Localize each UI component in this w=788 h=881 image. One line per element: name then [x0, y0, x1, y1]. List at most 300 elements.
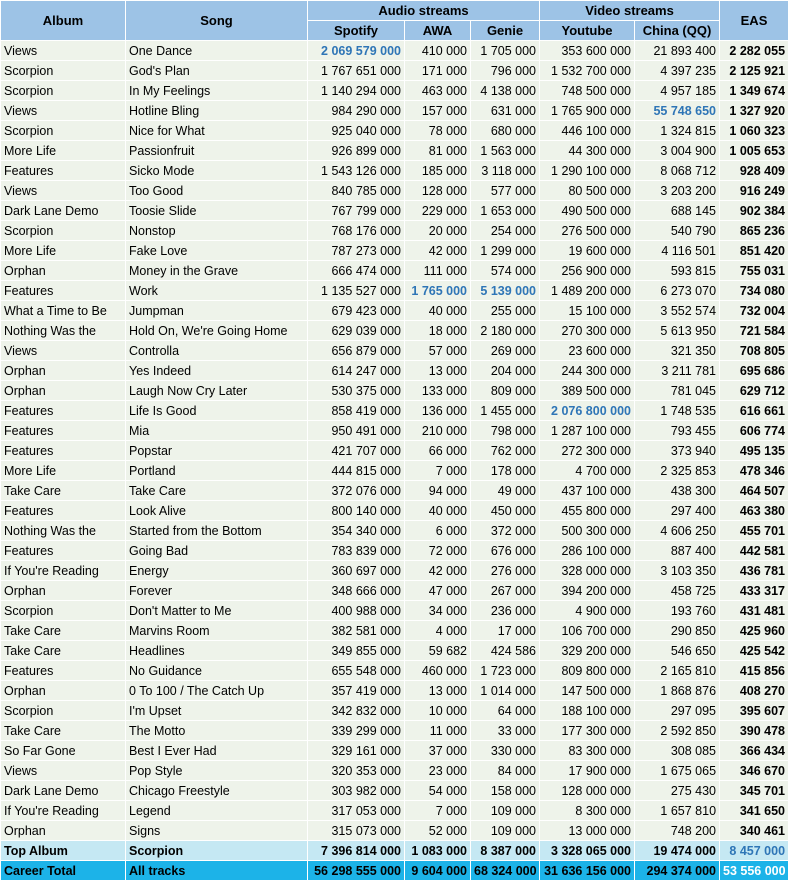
- cell-awa: 94 000: [405, 481, 471, 501]
- table-row: [1, 261, 788, 281]
- cell-genie: 2 180 000: [471, 321, 540, 341]
- cell-song: Energy: [126, 561, 308, 581]
- cell-awa: 57 000: [405, 341, 471, 361]
- top-album-spotify: 7 396 814 000: [308, 841, 405, 861]
- cell-genie: 276 000: [471, 561, 540, 581]
- cell-eas: 436 781: [720, 561, 788, 581]
- cell-awa: 66 000: [405, 441, 471, 461]
- cell-china: 3 103 350: [635, 561, 720, 581]
- cell-song: Hold On, We're Going Home: [126, 321, 308, 341]
- cell-spotify: 840 785 000: [308, 181, 405, 201]
- cell-eas: 916 249: [720, 181, 788, 201]
- cell-genie: 1 653 000: [471, 201, 540, 221]
- cell-song: Fake Love: [126, 241, 308, 261]
- cell-awa: 40 000: [405, 501, 471, 521]
- table-row: [1, 281, 788, 301]
- cell-album: Take Care: [1, 481, 126, 501]
- table-row: [1, 701, 788, 721]
- cell-eas: 431 481: [720, 601, 788, 621]
- cell-song: Yes Indeed: [126, 361, 308, 381]
- cell-china: 688 145: [635, 201, 720, 221]
- cell-youtube: 13 000 000: [540, 821, 635, 841]
- header-awa: AWA: [405, 21, 471, 41]
- cell-china: 540 790: [635, 221, 720, 241]
- table-row: [1, 321, 788, 341]
- cell-youtube: 19 600 000: [540, 241, 635, 261]
- cell-awa: 185 000: [405, 161, 471, 181]
- cell-china: 8 068 712: [635, 161, 720, 181]
- cell-album: Features: [1, 161, 126, 181]
- cell-album: Scorpion: [1, 61, 126, 81]
- cell-china: 3 552 574: [635, 301, 720, 321]
- cell-china: 6 273 070: [635, 281, 720, 301]
- cell-youtube: 1 532 700 000: [540, 61, 635, 81]
- cell-china: 21 893 400: [635, 41, 720, 61]
- cell-spotify: 360 697 000: [308, 561, 405, 581]
- cell-genie: 109 000: [471, 821, 540, 841]
- cell-china: 4 116 501: [635, 241, 720, 261]
- cell-china: 55 748 650: [635, 101, 720, 121]
- cell-genie: 33 000: [471, 721, 540, 741]
- table-header: [1, 1, 788, 41]
- cell-awa: 40 000: [405, 301, 471, 321]
- cell-genie: 3 118 000: [471, 161, 540, 181]
- cell-eas: 346 670: [720, 761, 788, 781]
- table-row: [1, 821, 788, 841]
- cell-eas: 464 507: [720, 481, 788, 501]
- top-album-genie: 8 387 000: [471, 841, 540, 861]
- cell-youtube: 270 300 000: [540, 321, 635, 341]
- cell-youtube: 329 200 000: [540, 641, 635, 661]
- cell-genie: 796 000: [471, 61, 540, 81]
- cell-youtube: 17 900 000: [540, 761, 635, 781]
- table-row: [1, 481, 788, 501]
- cell-awa: 111 000: [405, 261, 471, 281]
- cell-album: Scorpion: [1, 701, 126, 721]
- table-row: [1, 141, 788, 161]
- cell-awa: 20 000: [405, 221, 471, 241]
- cell-china: 275 430: [635, 781, 720, 801]
- cell-album: Views: [1, 341, 126, 361]
- cell-spotify: 984 290 000: [308, 101, 405, 121]
- cell-china: 297 095: [635, 701, 720, 721]
- cell-awa: 157 000: [405, 101, 471, 121]
- cell-album: Scorpion: [1, 121, 126, 141]
- cell-awa: 6 000: [405, 521, 471, 541]
- table-row: [1, 41, 788, 61]
- cell-spotify: 1 543 126 000: [308, 161, 405, 181]
- cell-youtube: 15 100 000: [540, 301, 635, 321]
- cell-china: 1 657 810: [635, 801, 720, 821]
- cell-genie: 424 586: [471, 641, 540, 661]
- top-album-china: 19 474 000: [635, 841, 720, 861]
- cell-album: Take Care: [1, 621, 126, 641]
- cell-spotify: 783 839 000: [308, 541, 405, 561]
- career-total-song: All tracks: [126, 861, 308, 881]
- cell-spotify: 342 832 000: [308, 701, 405, 721]
- cell-youtube: 748 500 000: [540, 81, 635, 101]
- table-row: [1, 361, 788, 381]
- cell-youtube: 389 500 000: [540, 381, 635, 401]
- cell-spotify: 1 767 651 000: [308, 61, 405, 81]
- header-china-qq: China (QQ): [635, 21, 720, 41]
- cell-spotify: 530 375 000: [308, 381, 405, 401]
- cell-genie: 84 000: [471, 761, 540, 781]
- table-row: [1, 561, 788, 581]
- career-total-spotify: 56 298 555 000: [308, 861, 405, 881]
- cell-china: 438 300: [635, 481, 720, 501]
- cell-eas: 366 434: [720, 741, 788, 761]
- cell-china: 748 200: [635, 821, 720, 841]
- cell-eas: 345 701: [720, 781, 788, 801]
- cell-spotify: 1 135 527 000: [308, 281, 405, 301]
- cell-awa: 37 000: [405, 741, 471, 761]
- cell-album: Features: [1, 441, 126, 461]
- table-row: [1, 641, 788, 661]
- cell-spotify: 320 353 000: [308, 761, 405, 781]
- cell-album: Views: [1, 41, 126, 61]
- cell-spotify: 2 069 579 000: [308, 41, 405, 61]
- cell-spotify: 614 247 000: [308, 361, 405, 381]
- cell-song: Portland: [126, 461, 308, 481]
- cell-eas: 721 584: [720, 321, 788, 341]
- table-row: [1, 201, 788, 221]
- cell-genie: 5 139 000: [471, 281, 540, 301]
- cell-eas: 1 060 323: [720, 121, 788, 141]
- cell-youtube: 1 287 100 000: [540, 421, 635, 441]
- table-row: [1, 381, 788, 401]
- cell-youtube: 276 500 000: [540, 221, 635, 241]
- cell-china: 1 868 876: [635, 681, 720, 701]
- header-genie: Genie: [471, 21, 540, 41]
- cell-awa: 7 000: [405, 461, 471, 481]
- table-row: [1, 781, 788, 801]
- header-song: Song: [126, 1, 308, 41]
- header-youtube: Youtube: [540, 21, 635, 41]
- cell-awa: 72 000: [405, 541, 471, 561]
- cell-eas: 463 380: [720, 501, 788, 521]
- cell-album: Features: [1, 541, 126, 561]
- table-row: [1, 761, 788, 781]
- cell-genie: 109 000: [471, 801, 540, 821]
- cell-song: Jumpman: [126, 301, 308, 321]
- table-row: [1, 461, 788, 481]
- cell-china: 3 211 781: [635, 361, 720, 381]
- cell-song: Work: [126, 281, 308, 301]
- cell-song: Don't Matter to Me: [126, 601, 308, 621]
- cell-song: Laugh Now Cry Later: [126, 381, 308, 401]
- cell-spotify: 339 299 000: [308, 721, 405, 741]
- cell-youtube: 437 100 000: [540, 481, 635, 501]
- cell-awa: 7 000: [405, 801, 471, 821]
- table-row: [1, 181, 788, 201]
- table-row: [1, 441, 788, 461]
- cell-album: If You're Reading: [1, 801, 126, 821]
- cell-spotify: 926 899 000: [308, 141, 405, 161]
- cell-china: 2 325 853: [635, 461, 720, 481]
- cell-song: Best I Ever Had: [126, 741, 308, 761]
- cell-spotify: 655 548 000: [308, 661, 405, 681]
- cell-song: Life Is Good: [126, 401, 308, 421]
- cell-genie: 178 000: [471, 461, 540, 481]
- table-row: [1, 521, 788, 541]
- cell-genie: 254 000: [471, 221, 540, 241]
- cell-china: 4 606 250: [635, 521, 720, 541]
- cell-album: So Far Gone: [1, 741, 126, 761]
- cell-song: Nonstop: [126, 221, 308, 241]
- cell-youtube: 128 000 000: [540, 781, 635, 801]
- table-row: [1, 621, 788, 641]
- header-spotify: Spotify: [308, 21, 405, 41]
- cell-youtube: 147 500 000: [540, 681, 635, 701]
- cell-album: Dark Lane Demo: [1, 781, 126, 801]
- cell-awa: 463 000: [405, 81, 471, 101]
- top-album-youtube: 3 328 065 000: [540, 841, 635, 861]
- cell-spotify: 858 419 000: [308, 401, 405, 421]
- cell-youtube: 446 100 000: [540, 121, 635, 141]
- cell-china: 793 455: [635, 421, 720, 441]
- cell-eas: 695 686: [720, 361, 788, 381]
- cell-awa: 81 000: [405, 141, 471, 161]
- cell-album: If You're Reading: [1, 561, 126, 581]
- table-row: [1, 681, 788, 701]
- cell-awa: 10 000: [405, 701, 471, 721]
- cell-song: Hotline Bling: [126, 101, 308, 121]
- header-audio-streams: Audio streams: [308, 1, 540, 21]
- cell-awa: 4 000: [405, 621, 471, 641]
- cell-eas: 1 327 920: [720, 101, 788, 121]
- cell-genie: 631 000: [471, 101, 540, 121]
- cell-spotify: 421 707 000: [308, 441, 405, 461]
- cell-genie: 204 000: [471, 361, 540, 381]
- table-row: [1, 721, 788, 741]
- cell-genie: 450 000: [471, 501, 540, 521]
- table-row: [1, 661, 788, 681]
- table-row: [1, 61, 788, 81]
- table-row: [1, 341, 788, 361]
- cell-genie: 1 014 000: [471, 681, 540, 701]
- cell-eas: 851 420: [720, 241, 788, 261]
- cell-youtube: 80 500 000: [540, 181, 635, 201]
- cell-spotify: 354 340 000: [308, 521, 405, 541]
- cell-album: Features: [1, 401, 126, 421]
- cell-china: 5 613 950: [635, 321, 720, 341]
- cell-china: 593 815: [635, 261, 720, 281]
- cell-genie: 267 000: [471, 581, 540, 601]
- cell-youtube: 286 100 000: [540, 541, 635, 561]
- cell-awa: 18 000: [405, 321, 471, 341]
- cell-genie: 1 723 000: [471, 661, 540, 681]
- cell-spotify: 315 073 000: [308, 821, 405, 841]
- table-body: [1, 41, 788, 881]
- cell-eas: 616 661: [720, 401, 788, 421]
- table-row: [1, 501, 788, 521]
- cell-eas: 495 135: [720, 441, 788, 461]
- cell-spotify: 348 666 000: [308, 581, 405, 601]
- cell-genie: 49 000: [471, 481, 540, 501]
- cell-awa: 410 000: [405, 41, 471, 61]
- cell-album: Take Care: [1, 721, 126, 741]
- cell-spotify: 666 474 000: [308, 261, 405, 281]
- cell-awa: 78 000: [405, 121, 471, 141]
- cell-album: Orphan: [1, 361, 126, 381]
- career-total-label: Career Total: [1, 861, 126, 881]
- cell-song: Pop Style: [126, 761, 308, 781]
- cell-song: In My Feelings: [126, 81, 308, 101]
- cell-spotify: 768 176 000: [308, 221, 405, 241]
- cell-spotify: 925 040 000: [308, 121, 405, 141]
- table-row: [1, 741, 788, 761]
- cell-eas: 395 607: [720, 701, 788, 721]
- cell-song: Legend: [126, 801, 308, 821]
- table-row: [1, 421, 788, 441]
- cell-eas: 755 031: [720, 261, 788, 281]
- cell-china: 4 397 235: [635, 61, 720, 81]
- cell-spotify: 787 273 000: [308, 241, 405, 261]
- cell-awa: 133 000: [405, 381, 471, 401]
- cell-song: Mia: [126, 421, 308, 441]
- cell-youtube: 490 500 000: [540, 201, 635, 221]
- cell-spotify: 372 076 000: [308, 481, 405, 501]
- career-total-genie: 68 324 000: [471, 861, 540, 881]
- cell-eas: 708 805: [720, 341, 788, 361]
- cell-album: Views: [1, 101, 126, 121]
- cell-youtube: 809 800 000: [540, 661, 635, 681]
- cell-album: Features: [1, 661, 126, 681]
- cell-china: 546 650: [635, 641, 720, 661]
- top-album-awa: 1 083 000: [405, 841, 471, 861]
- cell-genie: 680 000: [471, 121, 540, 141]
- cell-china: 297 400: [635, 501, 720, 521]
- cell-china: 373 940: [635, 441, 720, 461]
- cell-awa: 13 000: [405, 361, 471, 381]
- cell-awa: 128 000: [405, 181, 471, 201]
- cell-song: Too Good: [126, 181, 308, 201]
- cell-genie: 4 138 000: [471, 81, 540, 101]
- cell-album: More Life: [1, 241, 126, 261]
- cell-album: Features: [1, 281, 126, 301]
- cell-youtube: 394 200 000: [540, 581, 635, 601]
- cell-spotify: 950 491 000: [308, 421, 405, 441]
- cell-china: 3 004 900: [635, 141, 720, 161]
- cell-album: Scorpion: [1, 221, 126, 241]
- cell-song: Passionfruit: [126, 141, 308, 161]
- cell-genie: 798 000: [471, 421, 540, 441]
- cell-eas: 732 004: [720, 301, 788, 321]
- cell-album: Orphan: [1, 261, 126, 281]
- cell-youtube: 177 300 000: [540, 721, 635, 741]
- cell-awa: 52 000: [405, 821, 471, 841]
- cell-eas: 433 317: [720, 581, 788, 601]
- career-total-awa: 9 604 000: [405, 861, 471, 881]
- cell-spotify: 303 982 000: [308, 781, 405, 801]
- cell-youtube: 188 100 000: [540, 701, 635, 721]
- table-row: [1, 101, 788, 121]
- cell-spotify: 679 423 000: [308, 301, 405, 321]
- cell-eas: 629 712: [720, 381, 788, 401]
- cell-genie: 577 000: [471, 181, 540, 201]
- cell-spotify: 629 039 000: [308, 321, 405, 341]
- cell-song: 0 To 100 / The Catch Up: [126, 681, 308, 701]
- cell-song: I'm Upset: [126, 701, 308, 721]
- cell-eas: 425 960: [720, 621, 788, 641]
- cell-eas: 1 349 674: [720, 81, 788, 101]
- cell-eas: 865 236: [720, 221, 788, 241]
- cell-song: Signs: [126, 821, 308, 841]
- cell-eas: 902 384: [720, 201, 788, 221]
- table-row: [1, 401, 788, 421]
- cell-song: Controlla: [126, 341, 308, 361]
- cell-china: 290 850: [635, 621, 720, 641]
- cell-awa: 1 765 000: [405, 281, 471, 301]
- cell-genie: 330 000: [471, 741, 540, 761]
- cell-eas: 415 856: [720, 661, 788, 681]
- cell-genie: 236 000: [471, 601, 540, 621]
- cell-youtube: 256 900 000: [540, 261, 635, 281]
- cell-eas: 1 005 653: [720, 141, 788, 161]
- cell-genie: 269 000: [471, 341, 540, 361]
- cell-spotify: 800 140 000: [308, 501, 405, 521]
- cell-youtube: 4 900 000: [540, 601, 635, 621]
- cell-spotify: 400 988 000: [308, 601, 405, 621]
- cell-song: Take Care: [126, 481, 308, 501]
- cell-eas: 734 080: [720, 281, 788, 301]
- cell-awa: 54 000: [405, 781, 471, 801]
- cell-song: Money in the Grave: [126, 261, 308, 281]
- cell-song: God's Plan: [126, 61, 308, 81]
- header-video-streams: Video streams: [540, 1, 720, 21]
- cell-china: 2 592 850: [635, 721, 720, 741]
- cell-youtube: 83 300 000: [540, 741, 635, 761]
- header-album: Album: [1, 1, 126, 41]
- cell-genie: 574 000: [471, 261, 540, 281]
- cell-eas: 928 409: [720, 161, 788, 181]
- top-album-eas: 8 457 000: [720, 841, 788, 861]
- table-row: [1, 241, 788, 261]
- cell-album: Dark Lane Demo: [1, 201, 126, 221]
- cell-awa: 23 000: [405, 761, 471, 781]
- cell-genie: 158 000: [471, 781, 540, 801]
- cell-genie: 64 000: [471, 701, 540, 721]
- cell-album: Views: [1, 761, 126, 781]
- table-row: [1, 121, 788, 141]
- cell-spotify: 767 799 000: [308, 201, 405, 221]
- cell-song: Sicko Mode: [126, 161, 308, 181]
- cell-youtube: 2 076 800 000: [540, 401, 635, 421]
- cell-china: 781 045: [635, 381, 720, 401]
- cell-youtube: 1 489 200 000: [540, 281, 635, 301]
- cell-album: More Life: [1, 141, 126, 161]
- cell-genie: 762 000: [471, 441, 540, 461]
- cell-youtube: 328 000 000: [540, 561, 635, 581]
- cell-awa: 47 000: [405, 581, 471, 601]
- cell-song: The Motto: [126, 721, 308, 741]
- career-total-youtube: 31 636 156 000: [540, 861, 635, 881]
- table-row: [1, 601, 788, 621]
- cell-awa: 42 000: [405, 241, 471, 261]
- cell-genie: 809 000: [471, 381, 540, 401]
- cell-awa: 136 000: [405, 401, 471, 421]
- cell-album: Orphan: [1, 381, 126, 401]
- cell-china: 458 725: [635, 581, 720, 601]
- cell-song: Toosie Slide: [126, 201, 308, 221]
- cell-youtube: 455 800 000: [540, 501, 635, 521]
- cell-song: Forever: [126, 581, 308, 601]
- cell-album: Scorpion: [1, 81, 126, 101]
- cell-song: Marvins Room: [126, 621, 308, 641]
- cell-genie: 1 563 000: [471, 141, 540, 161]
- cell-china: 321 350: [635, 341, 720, 361]
